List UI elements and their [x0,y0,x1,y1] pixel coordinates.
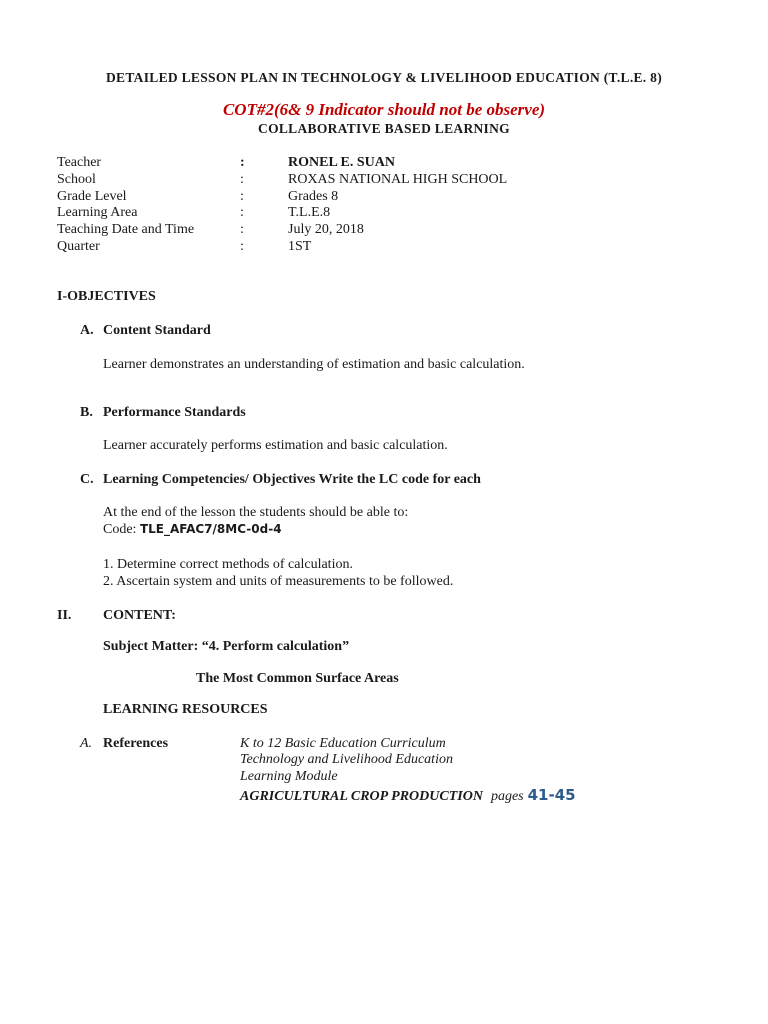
section-a-text: Learner demonstrates an understanding of estimation and basic calculation. [103,357,525,372]
info-colon: : [240,155,245,170]
section-c-intro: At the end of the lesson the students should be able to: [103,505,409,520]
info-label-area: Learning Area [57,205,138,220]
info-value-quarter: 1ST [288,239,312,254]
info-colon: : [240,189,244,204]
topic-title: The Most Common Surface Areas [196,671,399,686]
section-b-title: Performance Standards [103,405,246,420]
info-label-grade: Grade Level [57,189,127,204]
section-c-title: Learning Competencies/ Objectives Write the LC code for each [103,472,481,487]
content-heading: CONTENT: [103,608,176,623]
lc-code-value: TLE_AFAC7/8MC-0d-4 [139,522,282,536]
pages-number: 41-45 [527,786,576,804]
reference-book-title: AGRICULTURAL CROP PRODUCTION [240,789,483,804]
learning-resources-heading: LEARNING RESOURCES [103,702,268,717]
info-label-date: Teaching Date and Time [57,222,195,237]
info-value-school: ROXAS NATIONAL HIGH SCHOOL [288,172,508,187]
lc-code-label: Code: [103,522,140,537]
info-value-grade: Grades 8 [288,189,339,204]
objectives-heading: I-OBJECTIVES [57,289,156,304]
info-label-school: School [57,172,96,187]
reference-line-2: Technology and Livelihood Education [240,752,453,767]
section-c-letter: C. [80,472,94,487]
info-label-teacher: Teacher [57,155,102,170]
document-subtitle: COLLABORATIVE BASED LEARNING [258,121,510,136]
reference-line-4 [240,786,576,805]
info-colon: : [240,222,244,237]
pages-label: pages [490,789,524,804]
lc-code-line [103,522,282,538]
references-title: References [103,736,169,751]
document-title: DETAILED LESSON PLAN IN TECHNOLOGY & LIVELIHOOD EDUCATION (T.L.E. 8) [106,70,662,85]
info-colon: : [240,172,244,187]
objective-item-2: 2. Ascertain system and units of measurements to be followed. [103,574,454,589]
info-value-teacher: RONEL E. SUAN [288,155,395,170]
info-colon: : [240,239,244,254]
content-number: II. [57,608,72,623]
info-label-quarter: Quarter [57,239,100,254]
references-letter: A. [80,736,93,751]
section-b-text: Learner accurately performs estimation and basic calculation. [103,438,448,453]
info-value-date: July 20, 2018 [288,222,364,237]
subject-matter: Subject Matter: “4. Perform calculation” [103,639,350,654]
reference-line-3: Learning Module [240,769,338,784]
info-value-area: T.L.E.8 [288,205,331,220]
cot-note: COT#2(6& 9 Indicator should not be observe) [222,100,546,119]
info-colon: : [240,205,244,220]
section-a-letter: A. [80,323,94,338]
reference-line-1: K to 12 Basic Education Curriculum [240,736,446,751]
section-b-letter: B. [80,405,93,420]
objective-item-1: 1. Determine correct methods of calculation. [103,557,353,572]
section-a-title: Content Standard [103,323,211,338]
